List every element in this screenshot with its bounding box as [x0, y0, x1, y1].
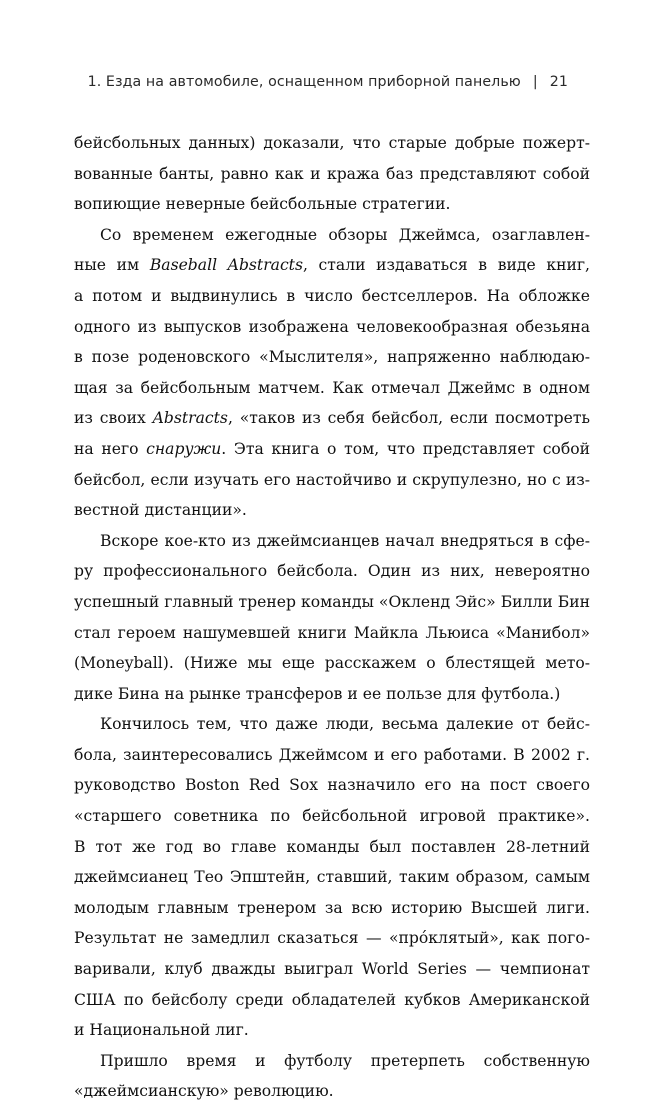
text-line — [74, 648, 590, 679]
text-line — [74, 403, 590, 434]
text-line — [74, 281, 590, 312]
text-run: Результат не замедлил сказаться — «прóклятый», как пого- — [74, 929, 590, 948]
text-run: , стали издаваться в виде книг, — [302, 256, 590, 275]
paragraph — [74, 526, 590, 710]
text-line — [74, 342, 590, 373]
text-line — [74, 832, 590, 863]
text-line — [74, 1015, 590, 1046]
italic-text: Baseball Abstracts — [149, 256, 303, 275]
text-line — [74, 159, 590, 190]
text-run: а потом и выдвинулись в число бестселлеров. На обложке — [74, 286, 590, 305]
text-run: «старшего советника по бейсбольной игровой практике». — [74, 807, 590, 826]
text-run: джеймсианец Тео Эпштейн, ставший, таким образом, самым — [74, 868, 590, 887]
header-separator: | — [532, 74, 538, 90]
text-run: и Национальной лиг. — [74, 1021, 249, 1040]
text-line — [74, 862, 590, 893]
text-run: в позе роденовского «Мыслителя», напряженно наблюдаю- — [74, 348, 590, 367]
text-run: , «таков из себя бейсбол, если посмотреть — [227, 409, 590, 428]
text-run: молодым главным тренером за всю историю Высшей лиги. — [74, 898, 590, 917]
text-run: успешный главный тренер команды «Окленд Эйс» Билли Бин — [74, 592, 590, 611]
text-run: из своих — [74, 409, 153, 428]
text-line — [74, 954, 590, 985]
text-run: бейсбол, если изучать его настойчиво и скрупулезно, но с из- — [74, 470, 590, 489]
text-line — [74, 373, 590, 404]
text-line — [74, 618, 590, 649]
text-run: руководство Boston Red Sox назначило его на пост своего — [74, 776, 590, 795]
text-run: стал героем нашумевшей книги Майкла Льюиса «Манибол» — [74, 623, 590, 642]
text-line — [74, 250, 590, 281]
text-run: одного из выпусков изображена человекообразная обезьяна — [74, 317, 590, 336]
text-run: Со временем ежегодные обзоры Джеймса, озаглавлен- — [100, 225, 590, 244]
text-line — [74, 1046, 590, 1077]
text-run: Кончилось тем, что даже люди, весьма далекие от бейс- — [100, 715, 590, 734]
running-header — [88, 74, 568, 90]
text-run: бола, заинтересовались Джеймсом и его работами. В 2002 г. — [74, 745, 590, 764]
text-run: Пришло время и футболу претерпеть собственную — [100, 1051, 590, 1070]
text-run: на него — [74, 439, 147, 458]
page-number: 21 — [549, 74, 568, 90]
text-run: ру профессионального бейсбола. Один из них, невероятно — [74, 562, 590, 581]
text-run: ные им — [74, 256, 150, 275]
text-run: Вскоре кое-кто из джеймсианцев начал внедряться в сфе- — [100, 531, 590, 550]
text-line — [74, 465, 590, 496]
text-line — [74, 679, 590, 710]
body-text — [74, 128, 590, 1107]
text-line — [74, 770, 590, 801]
text-run: . Эта книга о том, что представляет собой — [221, 439, 590, 458]
text-run: варивали, клуб дважды выиграл World Series — чемпионат — [74, 960, 590, 979]
text-run: (Moneyball). (Ниже мы еще расскажем о блестящей мето- — [74, 654, 590, 673]
text-run: дике Бина на рынке трансферов и ее пользе для футбола.) — [74, 684, 561, 703]
text-run: В тот же год во главе команды был поставлен 28-летний — [74, 837, 590, 856]
text-line — [74, 526, 590, 557]
paragraph — [74, 220, 590, 526]
text-line — [74, 709, 590, 740]
text-line — [74, 556, 590, 587]
italic-text: Abstracts — [152, 409, 228, 428]
text-line — [74, 740, 590, 771]
text-run: вованные банты, равно как и кража баз представляют собой — [74, 164, 590, 183]
italic-text: снаружи — [146, 439, 222, 458]
text-line — [74, 587, 590, 618]
text-line — [74, 434, 590, 465]
text-line — [74, 923, 590, 954]
paragraph — [74, 128, 590, 220]
text-line — [74, 312, 590, 343]
text-line — [74, 220, 590, 251]
paragraph — [74, 709, 590, 1046]
text-line — [74, 893, 590, 924]
text-line — [74, 128, 590, 159]
text-run: США по бейсболу среди обладателей кубков Американской — [74, 990, 590, 1009]
text-run: вопиющие неверные бейсбольные стратегии. — [74, 195, 451, 214]
text-line — [74, 801, 590, 832]
text-line — [74, 495, 590, 526]
text-run: бейсбольных данных) доказали, что старые добрые пожерт- — [74, 134, 590, 152]
text-line — [74, 189, 590, 220]
text-run: вестной дистанции». — [74, 501, 247, 520]
paragraph — [74, 1046, 590, 1107]
text-run: «джеймсианскую» революцию. — [74, 1082, 334, 1101]
text-line — [74, 1076, 590, 1107]
chapter-title: 1. Езда на автомобиле, оснащенном приборной панелью — [87, 74, 521, 90]
text-run: щая за бейсбольным матчем. Как отмечал Джеймс в одном — [74, 378, 590, 397]
